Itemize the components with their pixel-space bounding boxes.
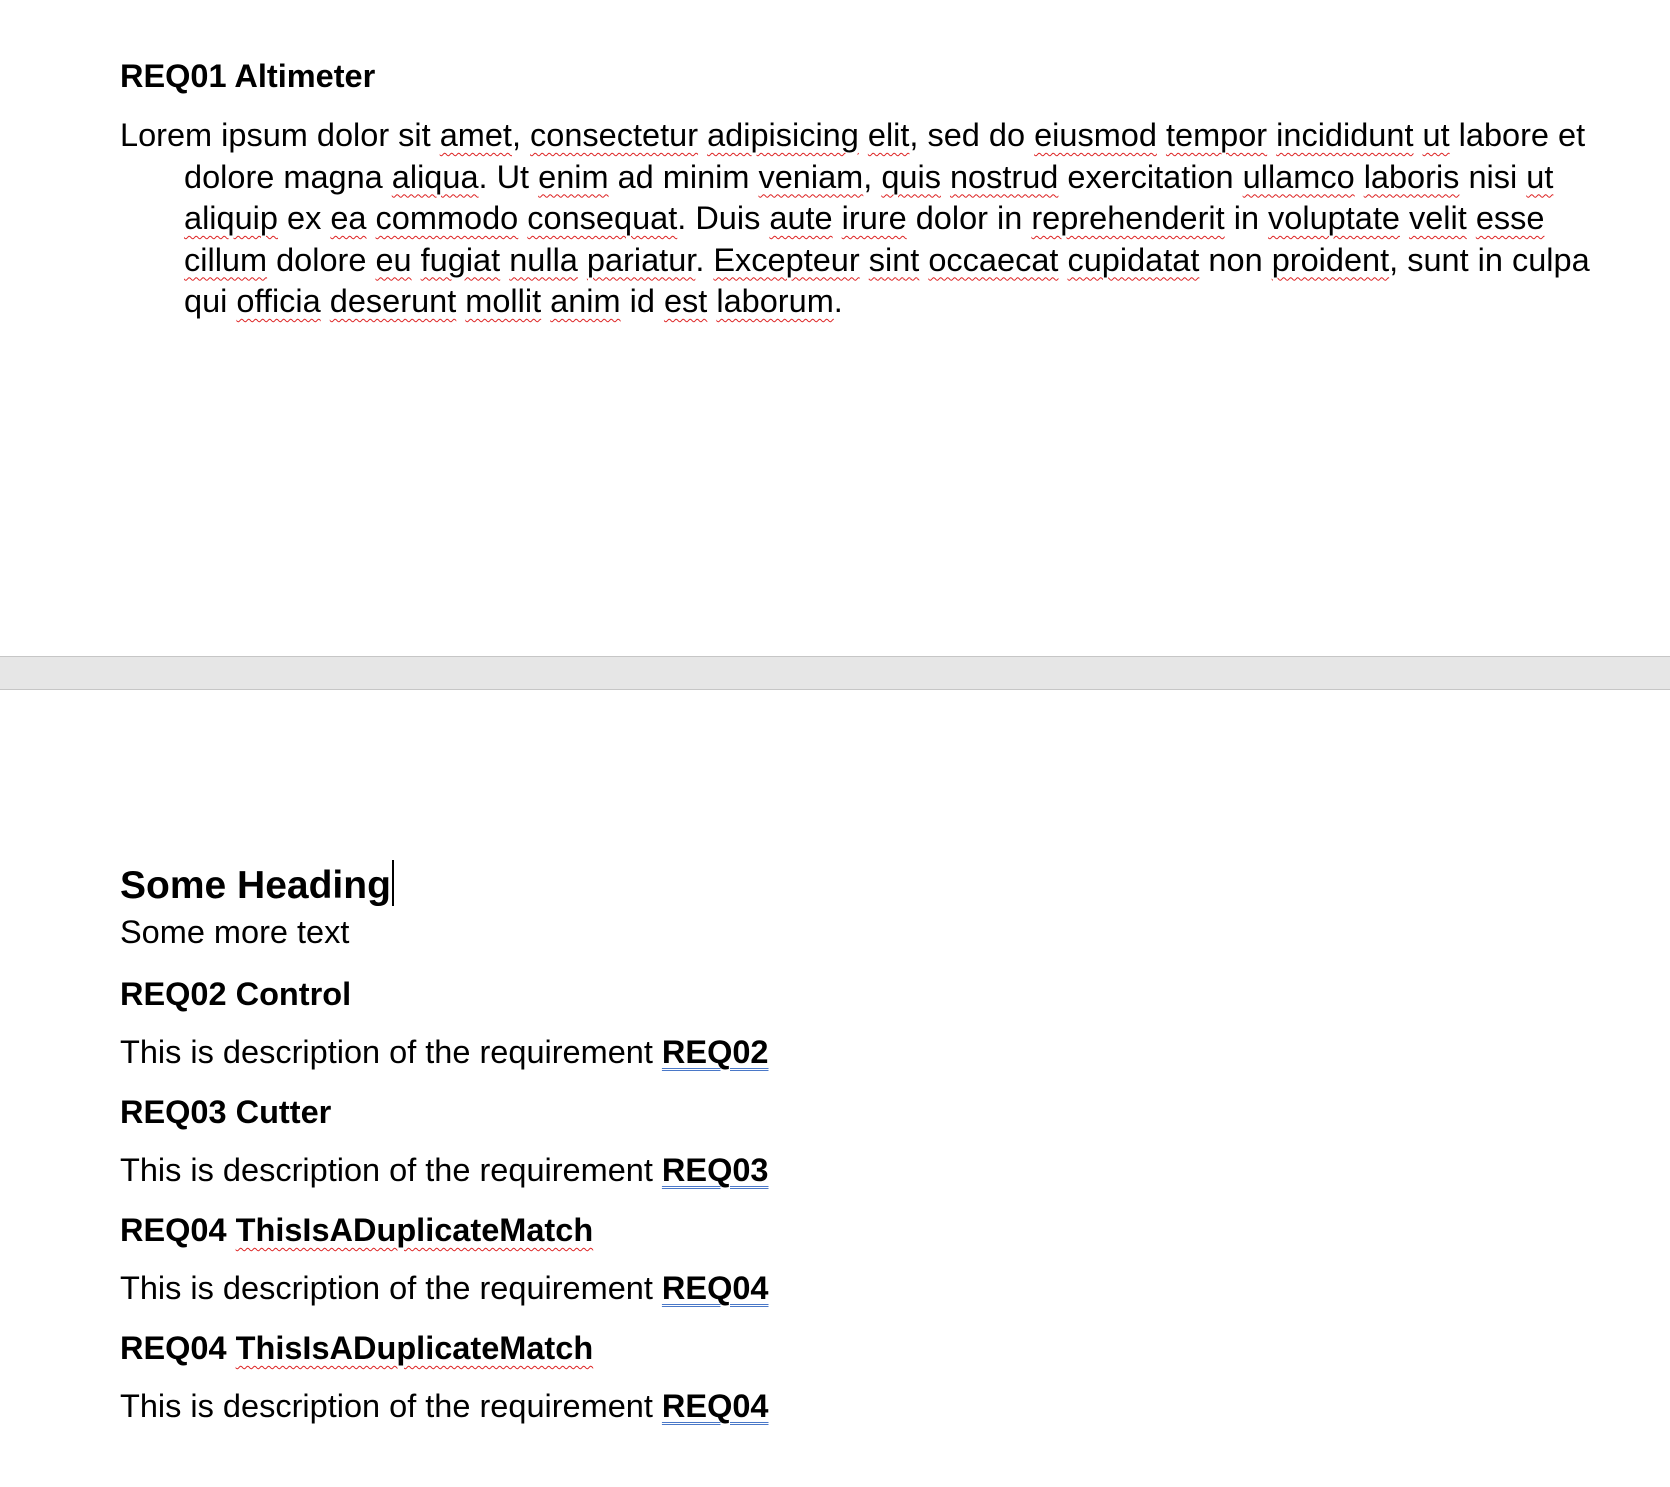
req04-title[interactable] (120, 1210, 593, 1250)
misspelled-word[interactable]: tempor (1165, 117, 1268, 153)
misspelled-word[interactable]: sint (868, 241, 920, 278)
req04-description[interactable] (120, 1268, 769, 1310)
misspelled-word[interactable]: commodo (375, 200, 519, 236)
text-run (1413, 117, 1422, 153)
misspelled-word[interactable]: officia (236, 283, 321, 319)
req03-reference-link[interactable]: REQ03 (661, 1152, 769, 1188)
misspelled-word[interactable]: ea (330, 200, 367, 236)
misspelled-word[interactable]: pariatur (586, 241, 696, 278)
text-run: ad minim (608, 158, 759, 195)
misspelled-word[interactable]: velit (1408, 200, 1467, 236)
req-desc-text: This is description of the requirement (120, 1034, 662, 1070)
misspelled-word[interactable]: adipisicing (707, 117, 859, 153)
text-run: , sed do (909, 117, 1035, 153)
misspelled-word[interactable]: quis (881, 158, 941, 195)
text-run: labore et dolore magna (184, 117, 1586, 195)
req-name: ThisIsADuplicateMatch (235, 1212, 594, 1248)
misspelled-word[interactable]: deserunt (329, 283, 457, 319)
misspelled-word[interactable]: veniam (758, 158, 864, 195)
text-run: . (695, 241, 714, 278)
misspelled-word[interactable]: irure (841, 200, 907, 236)
text-run (919, 242, 928, 278)
text-run: in (1224, 200, 1269, 236)
req-id: REQ04 (120, 1330, 227, 1366)
misspelled-word[interactable]: anim (550, 283, 621, 319)
misspelled-word[interactable]: cillum (184, 241, 268, 278)
text-run: Lorem ipsum dolor sit (120, 117, 440, 153)
req03-title[interactable] (120, 1092, 331, 1132)
misspelled-word[interactable]: cupidatat (1067, 241, 1200, 278)
text-run: nisi (1459, 158, 1527, 195)
text-run: non (1199, 241, 1272, 278)
text-run (500, 242, 509, 278)
misspelled-word[interactable]: eiusmod (1034, 117, 1157, 153)
text-run (321, 283, 330, 319)
req04-duplicate-description[interactable] (120, 1386, 769, 1428)
misspelled-word[interactable]: occaecat (928, 241, 1059, 278)
req-desc-text: This is description of the requirement (120, 1388, 662, 1424)
misspelled-word[interactable]: nostrud (949, 158, 1059, 195)
text-run: , sunt in culpa qui (184, 241, 1590, 319)
misspelled-word[interactable]: laboris (1363, 158, 1460, 195)
misspelled-word[interactable]: aute (769, 200, 833, 236)
misspelled-word[interactable]: esse (1475, 200, 1545, 236)
heading-text: Some Heading (120, 864, 391, 907)
misspelled-word[interactable]: eu (375, 241, 412, 278)
some-more-text[interactable]: Some more text (120, 914, 350, 950)
text-run (833, 200, 842, 236)
text-run: ex (277, 200, 331, 236)
misspelled-word[interactable]: ullamco (1242, 158, 1355, 195)
text-run: dolore (267, 241, 376, 278)
text-run (941, 159, 950, 195)
req02-title[interactable] (120, 974, 351, 1014)
misspelled-word[interactable]: est (663, 283, 708, 319)
text-run (860, 242, 869, 278)
page-break-gap (0, 656, 1670, 690)
misspelled-word[interactable]: aliqua (391, 158, 479, 195)
req-name: Cutter (235, 1094, 332, 1130)
text-cursor (392, 860, 394, 906)
misspelled-word[interactable]: mollit (465, 283, 542, 319)
text-run: id (620, 283, 664, 319)
req-desc-text: This is description of the requirement (120, 1270, 662, 1306)
text-run: , (511, 117, 531, 153)
req-name: Control (235, 976, 352, 1012)
text-run: . Duis (677, 200, 770, 236)
req04-duplicate-reference-link[interactable]: REQ04 (661, 1388, 769, 1424)
misspelled-word[interactable]: voluptate (1268, 200, 1400, 236)
req-desc-text: This is description of the requirement (120, 1152, 662, 1188)
text-run (518, 200, 527, 236)
req-name: ThisIsADuplicateMatch (235, 1330, 594, 1366)
misspelled-word[interactable]: ut (1526, 158, 1554, 195)
req02-reference-link[interactable]: REQ02 (661, 1034, 769, 1070)
misspelled-word[interactable]: laborum (716, 283, 834, 319)
misspelled-word[interactable]: Excepteur (713, 241, 860, 278)
text-run: dolor in (906, 200, 1032, 236)
text-run (367, 200, 376, 236)
text-run (578, 242, 587, 278)
req02-description[interactable] (120, 1032, 769, 1074)
misspelled-word[interactable]: consequat (527, 200, 678, 236)
text-run (1355, 159, 1364, 195)
req-id: REQ02 (120, 976, 227, 1012)
misspelled-word[interactable]: aliquip (184, 200, 278, 236)
misspelled-word[interactable]: reprehenderit (1031, 200, 1225, 236)
document-page-1 (0, 0, 1670, 656)
misspelled-word[interactable]: incididunt (1276, 117, 1414, 153)
misspelled-word[interactable]: ut (1422, 117, 1450, 153)
text-run: , (863, 158, 882, 195)
text-run (1267, 117, 1276, 153)
text-run: . Ut (478, 158, 539, 195)
text-run (698, 117, 707, 153)
req-id: REQ04 (120, 1212, 227, 1248)
some-heading[interactable] (120, 860, 394, 910)
text-run (1157, 117, 1166, 153)
text-run (1467, 200, 1476, 236)
text-run (1400, 200, 1409, 236)
misspelled-word[interactable]: nulla (509, 241, 578, 278)
text-run (456, 283, 465, 319)
misspelled-word[interactable]: consectetur (530, 117, 699, 153)
misspelled-word[interactable]: amet (439, 117, 512, 153)
misspelled-word[interactable]: elit (867, 117, 910, 153)
misspelled-word[interactable]: proident (1271, 241, 1390, 278)
req01-title[interactable]: REQ01 Altimeter (120, 58, 376, 94)
misspelled-word[interactable]: fugiat (420, 241, 501, 278)
text-run: exercitation (1058, 158, 1243, 195)
text-run: . (833, 283, 843, 319)
text-run (859, 117, 868, 153)
text-run (707, 283, 716, 319)
text-run (541, 283, 550, 319)
req04-duplicate-title[interactable] (120, 1328, 593, 1368)
lorem-paragraph[interactable] (120, 115, 1624, 323)
req-id: REQ03 (120, 1094, 227, 1130)
req03-description[interactable] (120, 1150, 769, 1192)
req04-reference-link[interactable]: REQ04 (661, 1270, 769, 1306)
misspelled-word[interactable]: enim (538, 158, 609, 195)
text-run (412, 242, 421, 278)
